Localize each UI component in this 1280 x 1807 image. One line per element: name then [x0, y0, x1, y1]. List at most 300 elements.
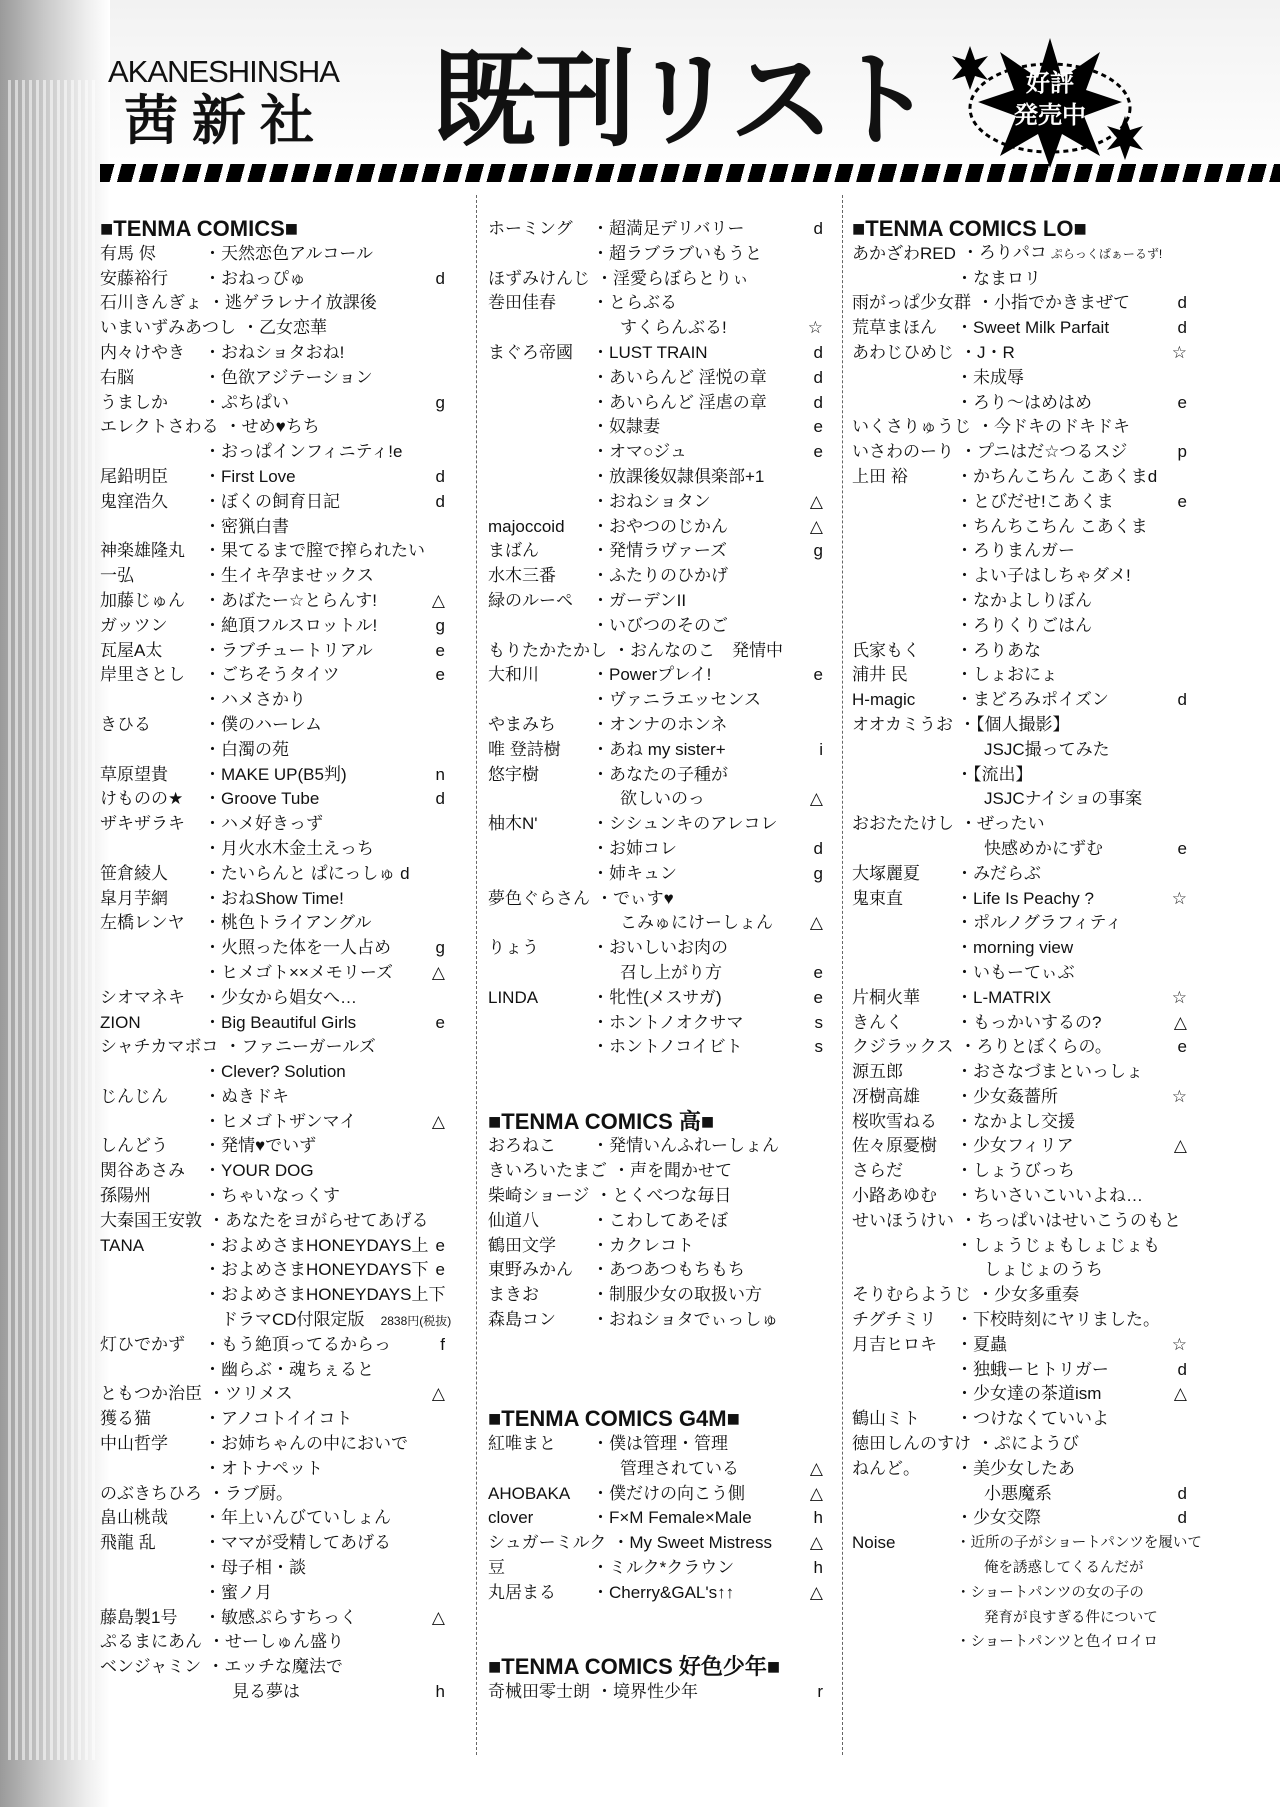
list-item [100, 1184, 445, 1209]
author-name: さらだ [852, 1161, 903, 1181]
author-name: 柚木N' [488, 814, 538, 834]
author-name: オオカミうお [852, 714, 953, 734]
badge-line-2: 発売中 [1014, 102, 1086, 129]
book-title-text: ・ツリメス [208, 1384, 293, 1404]
author-name: 紅唯まと [488, 1434, 556, 1454]
list-item [100, 986, 445, 1011]
list-item [852, 1407, 1187, 1432]
book-title-text: ・First Love [204, 466, 296, 486]
book-title-text: ・ぷにようび [977, 1434, 1079, 1454]
list-item [100, 564, 445, 589]
book-title [592, 738, 726, 763]
list-item [852, 589, 1187, 614]
book-title-text: ・【個人撮影】 [958, 714, 1070, 734]
author-name: 源五郎 [852, 1062, 903, 1082]
book-title-text: ・声を聞かせて [613, 1161, 732, 1181]
book-title [592, 1506, 752, 1531]
list-item [488, 738, 823, 763]
format-mark: △ [431, 1111, 445, 1131]
book-title-text: ・超ラブラブいもうと [592, 243, 762, 263]
format-mark: △ [1173, 1136, 1187, 1156]
book-title-text: ・Sweet Milk Parfait [956, 318, 1110, 338]
list-item [488, 1581, 823, 1606]
book-title-text: 欲しいのっ [620, 789, 705, 809]
book-title-text: ・おんなのこ 発情中 [613, 640, 783, 660]
book-title [596, 267, 749, 292]
book-title-text: ・たいらんと ぱにっしゅ d [204, 863, 410, 883]
author-name: 東野みかん [488, 1260, 573, 1280]
book-title-text: ・牝性(メスサガ) [592, 987, 722, 1007]
book-title [592, 812, 778, 837]
book-title [204, 1581, 272, 1606]
author-name: 佐々原憂樹 [852, 1136, 937, 1156]
list-item [852, 1060, 1187, 1085]
list-item [100, 1234, 445, 1259]
book-title-text: ・少女フィリア [956, 1136, 1074, 1156]
book-title-text: ・ぼくの飼育日記 [204, 491, 340, 511]
book-title-text: ・ぷちぱい [204, 392, 289, 412]
list-item [100, 1506, 445, 1531]
title-note: 2838円(税抜) [368, 1313, 452, 1328]
book-title [204, 961, 393, 986]
list-item [488, 440, 823, 465]
author-name: 柴崎ショージ [488, 1186, 590, 1206]
author-name: 徳田しんのすけ [852, 1434, 971, 1454]
book-title-text: ・つけなくていいよ [956, 1409, 1109, 1429]
book-title-text: ・Big Beautiful Girls [204, 1012, 357, 1032]
book-title-text: ・少女多重奏 [977, 1285, 1079, 1305]
author-name: ほずみけんじ [488, 268, 590, 288]
book-title-text: ・およめさまHONEYDAYS上下 [204, 1285, 446, 1305]
book-title [956, 1506, 1041, 1531]
now-on-sale-badge [950, 38, 1150, 168]
book-title [204, 614, 377, 639]
book-title [592, 1258, 745, 1283]
book-title [960, 440, 1127, 465]
book-title [977, 1283, 1079, 1308]
book-title-text: ・近所の子がショートパンツを履いて [956, 1535, 1202, 1552]
book-title-text: ・とびだせ!こあくま [956, 491, 1114, 511]
book-title [204, 862, 410, 887]
book-title-text: 召し上がり方 [620, 962, 722, 982]
list-item [100, 936, 445, 961]
format-mark: △ [809, 516, 823, 536]
list-item [852, 1234, 1187, 1259]
author-name: シャチカマボコ [100, 1037, 219, 1057]
list-item [488, 1011, 823, 1036]
list-item [852, 1556, 1187, 1581]
book-title [595, 1184, 731, 1209]
author-name: 浦井 民 [852, 665, 908, 685]
list-item [852, 862, 1187, 887]
list-item [100, 887, 445, 912]
format-mark: g [435, 392, 445, 412]
book-title [592, 614, 728, 639]
book-title [592, 440, 687, 465]
list-item [100, 1482, 445, 1507]
list-item [852, 1011, 1187, 1036]
book-title-text: ・おねショタン [592, 491, 711, 511]
list-item [852, 1581, 1187, 1606]
book-title [960, 1209, 1181, 1234]
author-name: TANA [100, 1235, 145, 1255]
list-item [100, 1531, 445, 1556]
author-name: 片桐火華 [852, 987, 920, 1007]
book-title [204, 787, 319, 812]
list-item [852, 316, 1187, 341]
book-title [962, 241, 1162, 267]
author-name: 鶴山ミト [852, 1409, 920, 1429]
format-mark: e [813, 417, 823, 437]
book-title [960, 1035, 1112, 1060]
book-title-text: 管理されている [620, 1458, 739, 1478]
list-item [488, 589, 823, 614]
book-title-text: ・およめさまHONEYDAYS下 [204, 1260, 429, 1280]
book-title [204, 1283, 446, 1308]
list-item [852, 936, 1187, 961]
book-title-text: ・Clever? Solution [204, 1062, 346, 1082]
list-item [100, 1581, 445, 1606]
list-item [852, 291, 1187, 316]
book-title [592, 1432, 728, 1457]
list-item [852, 1482, 1187, 1507]
list-item [100, 1457, 445, 1482]
list-item [100, 1680, 445, 1705]
author-name: 森島コン [488, 1310, 556, 1330]
format-mark: d [1177, 1359, 1187, 1379]
book-title [956, 1159, 1075, 1184]
author-name: 草原望貴 [100, 764, 168, 784]
author-name: ともつか治臣 [100, 1384, 202, 1404]
format-mark: △ [431, 962, 445, 982]
list-item [100, 1011, 445, 1036]
book-title [204, 1531, 391, 1556]
book-title-text: ・発情♥でいず [204, 1136, 317, 1156]
book-title-text: ・月火水木金土えっち [204, 838, 374, 858]
format-mark: e [435, 665, 445, 685]
book-title-text: ・少女から娼女へ… [204, 987, 357, 1007]
author-name: 一弘 [100, 566, 134, 586]
book-title [613, 1159, 732, 1184]
book-title-text: ・絶頂フルスロットル! [204, 615, 378, 635]
book-title-text: ・いびつのそのご [592, 615, 728, 635]
author-name: 大塚麗夏 [852, 863, 920, 883]
author-name: clover [488, 1508, 534, 1528]
book-title-text: ・ハメさかり [204, 690, 306, 710]
format-mark: ☆ [1171, 1086, 1187, 1106]
list-item [488, 465, 823, 490]
author-name: ザキザラキ [100, 814, 185, 834]
author-name: 関谷あさみ [100, 1161, 185, 1181]
book-title-text: しょじょのうち [984, 1260, 1103, 1280]
book-title [204, 887, 344, 912]
book-title-text: ドラマCD付限定版 [204, 1309, 365, 1329]
book-title-text: ・とらぶる [592, 293, 677, 313]
list-item [100, 614, 445, 639]
book-title [620, 316, 727, 341]
book-title-text: ・ろりくりごはん [956, 615, 1092, 635]
book-title [956, 887, 1094, 912]
list-item [488, 341, 823, 366]
book-title-text: ・敏感ぷらすちっく [204, 1607, 357, 1627]
book-title [204, 639, 373, 664]
list-item [852, 1457, 1187, 1482]
book-title [208, 1209, 429, 1234]
book-title [225, 415, 320, 440]
list-item [100, 291, 445, 316]
list-item [852, 564, 1187, 589]
list-item [488, 639, 823, 664]
book-title [956, 1358, 1109, 1383]
book-title-text: ・少女姦薔所 [956, 1086, 1058, 1106]
book-title [977, 415, 1130, 440]
list-item [100, 837, 445, 862]
book-title [208, 1482, 293, 1507]
book-title [204, 1134, 316, 1159]
author-name: シュガーミルク [488, 1533, 607, 1553]
publisher-name-en: AKANESHINSHA [108, 54, 339, 89]
header-stripe-divider [100, 164, 1280, 182]
book-title-text: ・ホントノコイビト [592, 1037, 743, 1057]
book-title-text: ・あね my sister+ [592, 739, 726, 759]
author-name: 悠宇樹 [488, 764, 539, 784]
format-mark: h [813, 1558, 823, 1578]
book-title-text: ・でぃす♥ [596, 888, 674, 908]
book-title-text: ・しょうじょもしょじょも [956, 1235, 1160, 1255]
book-title [956, 267, 1041, 292]
book-title [204, 738, 289, 763]
list-item [100, 267, 445, 292]
list-item [852, 490, 1187, 515]
section-heading: ■TENMA COMICS 好色少年■ [488, 1654, 781, 1680]
list-item [488, 713, 823, 738]
format-mark: g [435, 938, 445, 958]
book-title [204, 1258, 429, 1283]
book-title-text: ・美少女したあ [956, 1458, 1075, 1478]
column-divider [842, 195, 843, 1755]
book-title-text: ・こわしてあそぼ [592, 1210, 728, 1230]
book-title-text: ・J・R [960, 342, 1015, 362]
book-title [204, 1308, 451, 1334]
list-item [488, 1159, 823, 1184]
book-title [204, 1110, 356, 1135]
book-title-text: ・Powerプレイ! [592, 665, 712, 685]
book-title-text: ・ちいさいこいいよね… [956, 1186, 1143, 1206]
author-name: 大秦国王安敦 [100, 1210, 202, 1230]
author-name: おおたたけし [852, 814, 954, 834]
list-item [852, 887, 1187, 912]
list-item [100, 316, 445, 341]
list-item [488, 1035, 823, 1060]
book-title-text: ・あいらんど 淫悦の章 [592, 367, 767, 387]
list-item [488, 763, 823, 788]
book-title [592, 1308, 778, 1333]
book-title [984, 1258, 1103, 1283]
book-title [956, 1407, 1109, 1432]
format-mark: d [435, 268, 445, 288]
author-name: 孫陽州 [100, 1186, 151, 1206]
book-title [592, 837, 677, 862]
column-2 [488, 217, 823, 1705]
book-title [204, 341, 344, 366]
book-title-text: ・せめ♥ちち [224, 417, 320, 437]
author-name: 荒草まほん [852, 318, 937, 338]
book-title-text: ・ハメ好きっず [204, 814, 323, 834]
format-mark: d [813, 392, 823, 412]
book-title-text: ・ヒメゴトザンマイ [204, 1111, 357, 1131]
list-item [488, 887, 823, 912]
author-name: 神楽雄隆丸 [100, 541, 185, 561]
book-title-text: ・せーしゅん盛り [208, 1632, 344, 1652]
author-name: 大和川 [488, 665, 539, 685]
book-title [592, 242, 762, 267]
book-title-text: ・morning view [956, 938, 1074, 958]
list-item [852, 837, 1187, 862]
list-item [100, 862, 445, 887]
book-title [592, 291, 677, 316]
book-title [956, 986, 1051, 1011]
format-mark: r [817, 1682, 823, 1702]
list-item [100, 1258, 445, 1283]
list-item [852, 1035, 1187, 1060]
list-item [852, 986, 1187, 1011]
list-item [488, 787, 823, 812]
book-title-text: ・今ドキのドキドキ [977, 417, 1130, 437]
author-name: 豆 [488, 1558, 505, 1578]
book-title [224, 1035, 375, 1060]
list-item [852, 1134, 1187, 1159]
book-title [956, 539, 1075, 564]
author-name: りょう [488, 938, 539, 958]
book-title [204, 465, 296, 490]
list-item [100, 366, 445, 391]
book-title-text: ・逃ゲラレナイ放課後 [208, 293, 377, 313]
author-name: まきお [488, 1285, 539, 1305]
book-title [956, 862, 1041, 887]
book-title [592, 217, 745, 242]
book-title-text: ・夏蟲 [956, 1334, 1007, 1354]
format-mark: e [813, 442, 823, 462]
author-name: 仙道八 [488, 1210, 539, 1230]
author-name: H-magic [852, 690, 916, 710]
book-title [620, 787, 705, 812]
list-item [488, 291, 823, 316]
book-title [204, 391, 289, 416]
format-mark: d [1177, 293, 1187, 313]
book-title-text: ・お姉ちゃんの中においで [204, 1434, 408, 1454]
book-title [977, 291, 1130, 316]
book-title [960, 341, 1015, 366]
book-title [204, 589, 377, 614]
book-title-text: ・いもーてぃぶ [956, 962, 1075, 982]
book-title [592, 1209, 728, 1234]
book-title-text: ・ちゃいなっくす [204, 1186, 340, 1206]
book-title-text: JSJC撮ってみた [984, 739, 1110, 759]
author-name: 石川きんぎょ [100, 293, 202, 313]
format-mark: s [814, 1012, 823, 1032]
format-mark: g [813, 541, 823, 561]
book-title [956, 1234, 1160, 1259]
book-title-text: ・ぬきドキ [204, 1086, 289, 1106]
book-title [592, 1011, 743, 1036]
author-name: 丸居まる [488, 1582, 556, 1602]
book-title [592, 1283, 762, 1308]
book-title [956, 1382, 1101, 1407]
list-item [100, 763, 445, 788]
author-name: 奇械田零士朗 [488, 1682, 590, 1702]
list-item [100, 1407, 445, 1432]
format-mark: △ [431, 1384, 445, 1404]
list-item [100, 415, 445, 440]
book-title [204, 440, 402, 465]
book-title-text: ・ろりまんガー [956, 541, 1075, 561]
list-item [100, 1606, 445, 1631]
author-name: AHOBAKA [488, 1483, 571, 1503]
list-item [488, 366, 823, 391]
author-name: 水木三番 [488, 566, 556, 586]
book-title [204, 663, 340, 688]
book-title [204, 1457, 323, 1482]
book-title-text: ・ポルノグラフィティ [956, 913, 1123, 933]
author-name: 有馬 侭 [100, 243, 156, 263]
author-name: エレクトさわる [100, 417, 219, 437]
author-name: 畠山桃哉 [100, 1508, 168, 1528]
book-title [592, 490, 711, 515]
list-item [852, 515, 1187, 540]
book-title [204, 515, 289, 540]
list-item [488, 614, 823, 639]
book-title [620, 1457, 739, 1482]
book-title [204, 1606, 357, 1631]
format-mark: d [1177, 690, 1187, 710]
author-name: 尾鉛明臣 [100, 466, 168, 486]
format-mark: e [1177, 392, 1187, 412]
book-title [620, 961, 722, 986]
book-title [204, 936, 391, 961]
book-title [956, 639, 1041, 664]
author-name: 笹倉綾人 [100, 863, 168, 883]
list-item [100, 1333, 445, 1358]
book-title-text: ・よい子はしちゃダメ! [956, 566, 1131, 586]
book-title-text: ・ママが受精してあげる [204, 1533, 391, 1553]
format-mark: e [1177, 491, 1187, 511]
author-name: いまいずみあつし [100, 318, 236, 338]
book-title-text: ・僕は管理・管理 [592, 1434, 728, 1454]
author-name: 上田 裕 [852, 466, 908, 486]
book-title [592, 415, 660, 440]
book-title-text: ・蜜ノ月 [204, 1582, 272, 1602]
author-name: 中山哲学 [100, 1434, 168, 1454]
list-item [488, 961, 823, 986]
list-item [488, 267, 823, 292]
list-item [488, 663, 823, 688]
format-mark: e [435, 1260, 445, 1280]
book-title [956, 961, 1075, 986]
book-title [956, 515, 1148, 540]
book-title [612, 1531, 772, 1556]
book-title-text: ・まどろみポイズン [956, 690, 1109, 710]
column-3 [852, 216, 1202, 1655]
book-title [592, 663, 711, 688]
book-title [592, 1482, 745, 1507]
book-title [984, 738, 1110, 763]
list-item [852, 911, 1187, 936]
book-title-text: ・桃色トライアングル [204, 913, 372, 933]
list-item [852, 713, 1187, 738]
book-title-text: ・およめさまHONEYDAYS上 [204, 1235, 429, 1255]
book-title [984, 837, 1103, 862]
book-title-text: ・小指でかきまぜて [977, 293, 1130, 313]
